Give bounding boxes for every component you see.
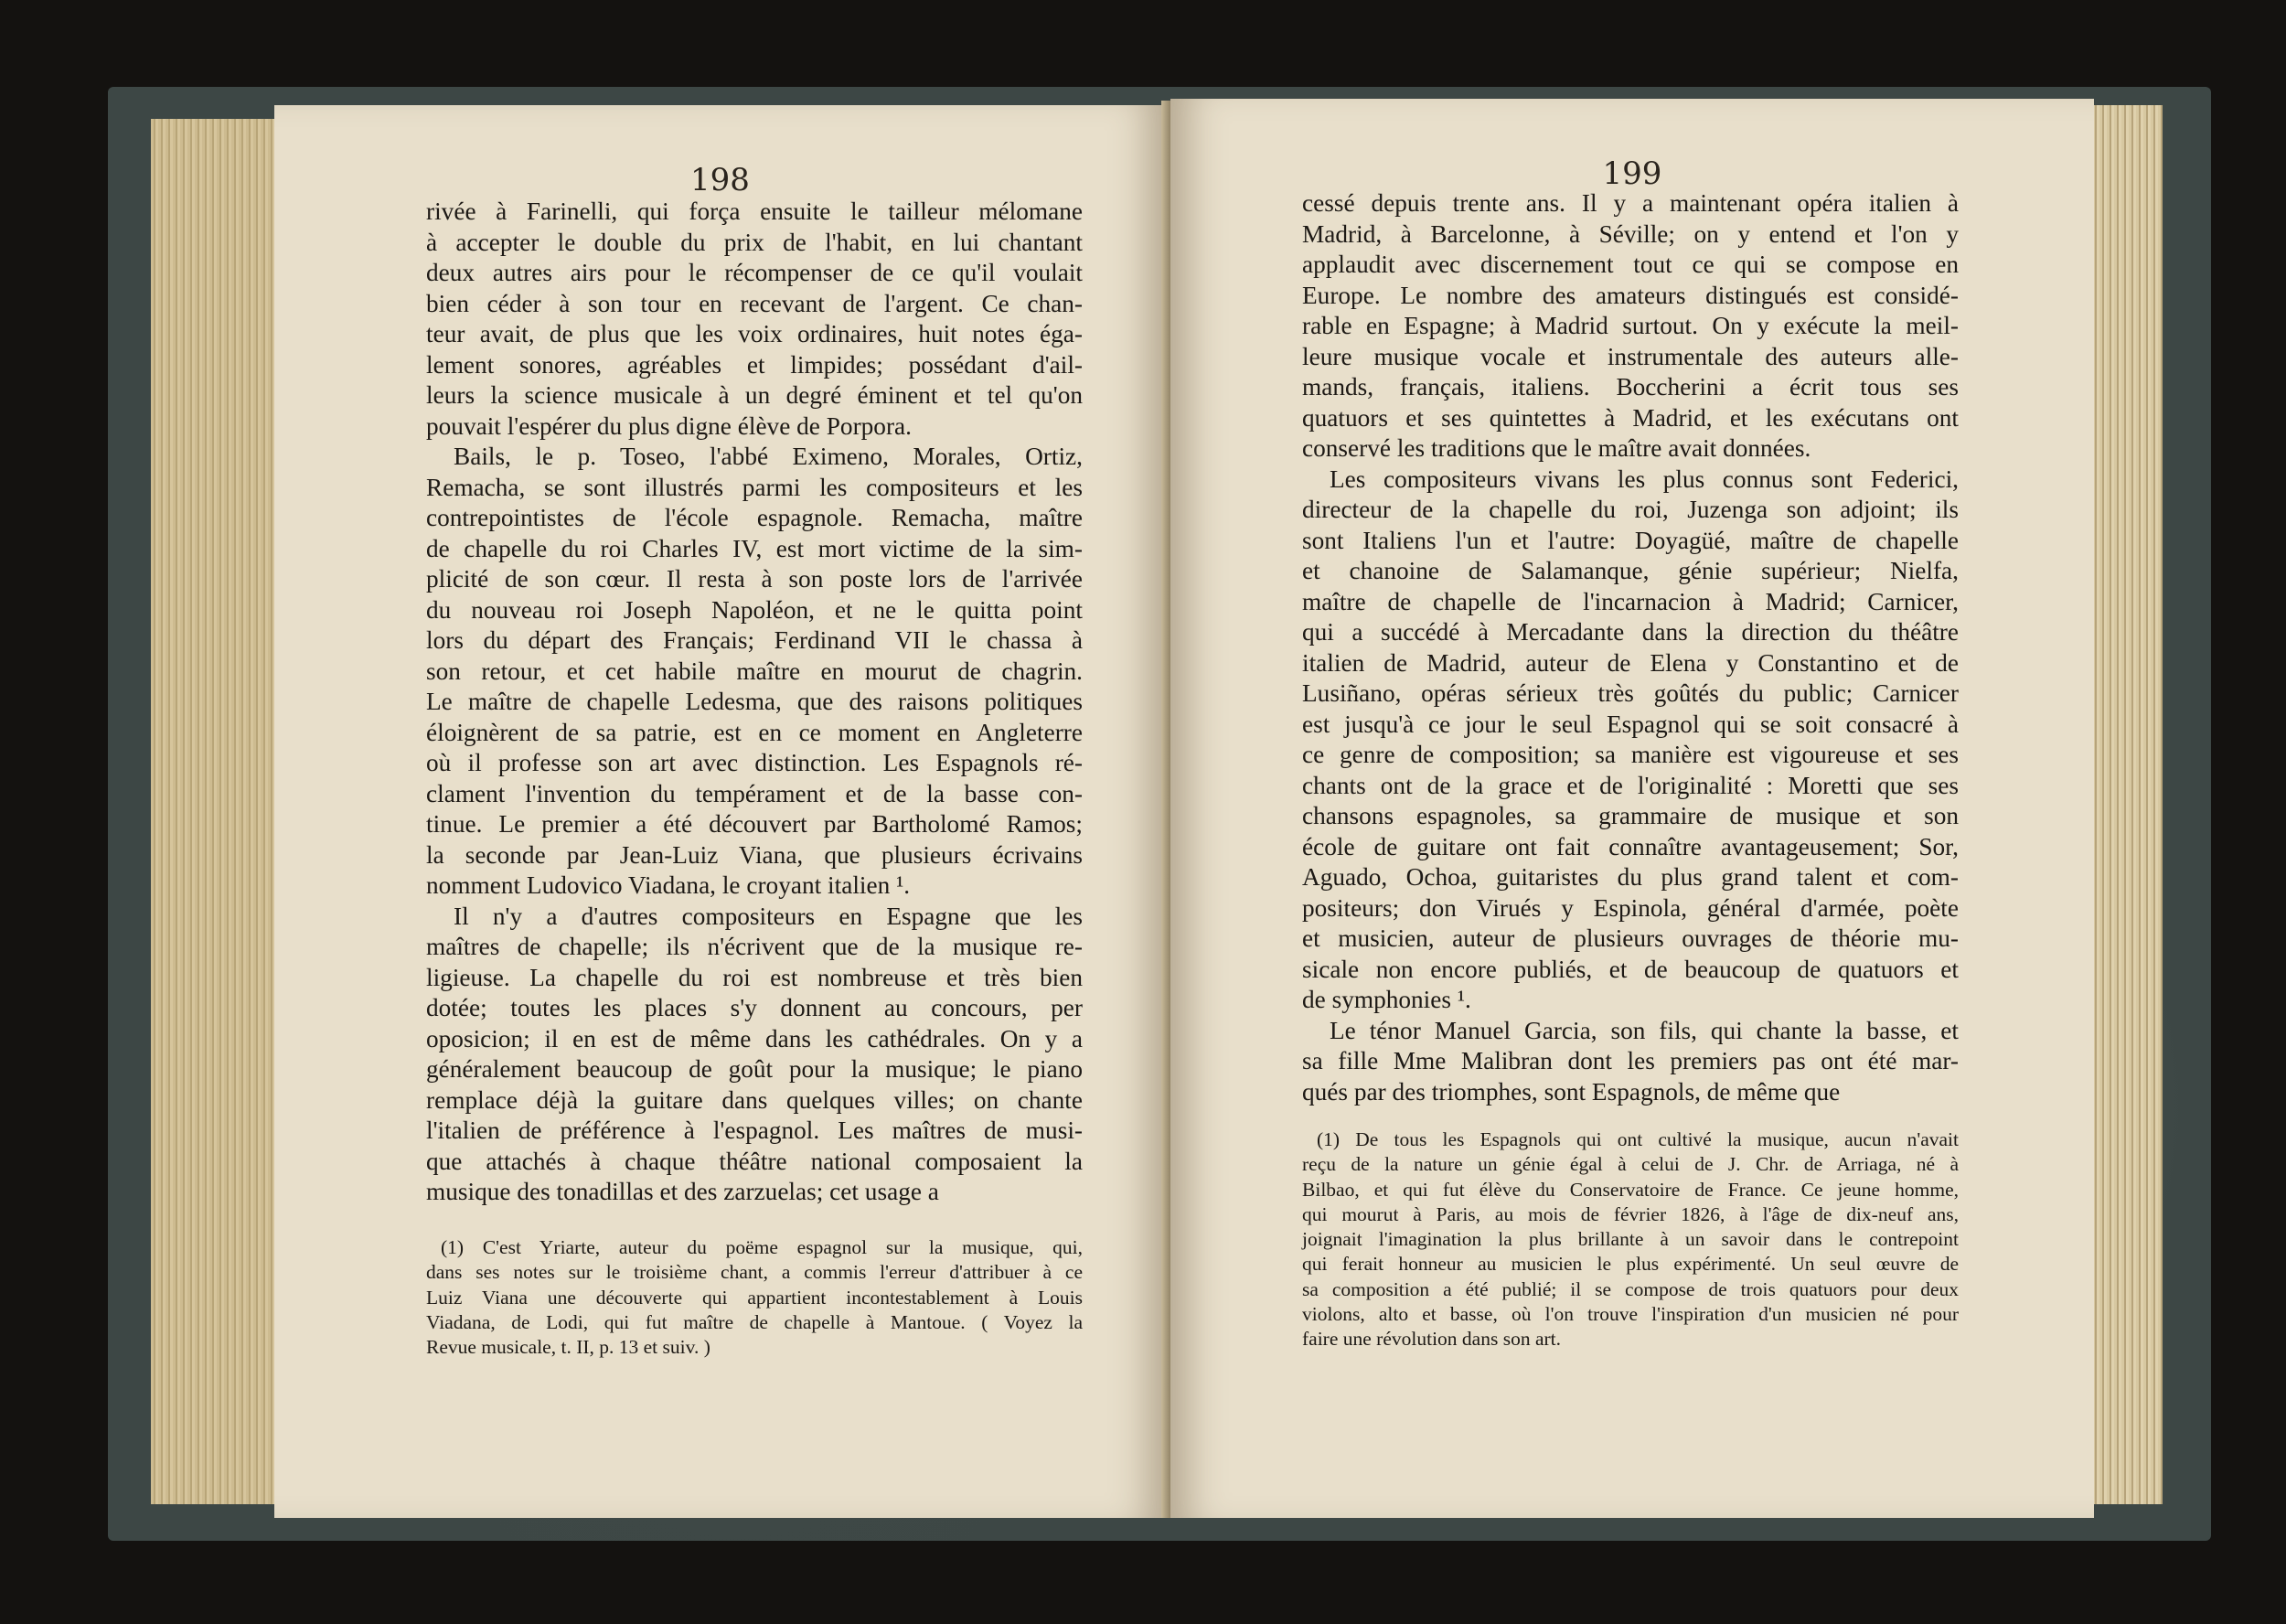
text-line: plicité de son cœur. Il resta à son poste lors de l'arrivée bbox=[426, 565, 1083, 593]
text-line: est jusqu'à ce jour le seul Espagnol qui se soit consacré à bbox=[1302, 710, 1959, 738]
body-text bbox=[426, 197, 1083, 1208]
text-line: école de guitare ont fait connaître avantageusement; Sor, bbox=[1302, 832, 1959, 860]
text-line: pouvait l'espérer du plus digne élève de Porpora. bbox=[426, 411, 912, 440]
left-page bbox=[274, 105, 1166, 1518]
text-line: du nouveau roi Joseph Napoléon, et ne le quitta point bbox=[426, 595, 1083, 624]
text-line: maître de chapelle de l'incarnacion à Madrid; Carnicer, bbox=[1302, 587, 1959, 615]
text-line: oposicion; il en est de même dans les cathédrales. On y a bbox=[426, 1024, 1083, 1052]
text-line: conservé les traditions que le maître avait données. bbox=[1302, 434, 1811, 462]
text-line: qui a succédé à Mercadante dans la direction du théâtre bbox=[1302, 618, 1959, 646]
text-line: Aguado, Ochoa, guitaristes du plus grand talent et com- bbox=[1302, 863, 1959, 891]
page-edges-right bbox=[2085, 105, 2163, 1504]
text-line: chansons espagnoles, sa grammaire de musique et son bbox=[1302, 802, 1959, 829]
text-line: deux autres airs pour le récompenser de ce qu'il voulait bbox=[426, 259, 1083, 286]
footnote-line: Revue musicale, t. II, p. 13 et suiv. ) bbox=[426, 1336, 710, 1359]
footnote-line: Bilbao, et qui fut élève du Conservatoire de France. Ce jeune homme, bbox=[1302, 1178, 1959, 1201]
page-edges-left bbox=[151, 119, 279, 1504]
footnote-line: reçu de la nature un génie égal à celui de J. Chr. de Arriaga, né à bbox=[1302, 1153, 1959, 1176]
text-line: mands, français, italiens. Boccherini a écrit tous ses bbox=[1302, 373, 1959, 401]
text-line: rable en Espagne; à Madrid surtout. On y exécute la meil- bbox=[1302, 312, 1959, 339]
text-line: à accepter le double du prix de l'habit, en lui chantant bbox=[426, 228, 1083, 256]
text-line: où il professe son art avec distinction. Les Espagnols ré- bbox=[426, 749, 1083, 776]
text-line: de chapelle du roi Charles IV, est mort victime de la sim- bbox=[426, 534, 1083, 562]
footnote-line: Luiz Viana une découverte qui appartient incontestablement à Louis bbox=[426, 1286, 1083, 1309]
text-line: Remacha, se sont illustrés parmi les compositeurs et les bbox=[426, 473, 1083, 501]
footnote-line: qui ferait honneur au musicien le plus expérimenté. Un seul œuvre de bbox=[1302, 1253, 1959, 1276]
text-line: quatuors et ses quintettes à Madrid, et les exécutans ont bbox=[1302, 403, 1959, 432]
text-line: généralement beaucoup de goût pour la musique; le piano bbox=[426, 1055, 1083, 1083]
text-line: cessé depuis trente ans. Il y a maintenant opéra italien à bbox=[1302, 189, 1959, 217]
text-line: de symphonies ¹. bbox=[1302, 986, 1471, 1013]
text-line: positeurs; don Virués y Espinola, général d'armée, poète bbox=[1302, 893, 1959, 922]
footnote-line: violons, alto et basse, où l'on trouve l'inspiration d'un musicien né pour bbox=[1302, 1303, 1959, 1326]
right-page bbox=[1170, 99, 2094, 1518]
footnote-line: qui mourut à Paris, au mois de février 1826, à l'âge de dix-neuf ans, bbox=[1302, 1202, 1959, 1225]
footnote-line: (1) C'est Yriarte, auteur du poëme espagnol sur la musique, qui, bbox=[441, 1236, 1083, 1258]
page-number: 198 bbox=[690, 162, 750, 198]
text-line: leure musique vocale et instrumentale des auteurs alle- bbox=[1302, 342, 1959, 370]
text-line: dotée; toutes les places s'y donnent au concours, per bbox=[426, 994, 1083, 1021]
text-line: maîtres de chapelle; ils n'écrivent que de la musique re- bbox=[426, 933, 1083, 960]
text-line: Europe. Le nombre des amateurs distingués est considé- bbox=[1302, 281, 1959, 309]
text-line: éloignèrent de sa patrie, est en ce moment en Angleterre bbox=[426, 718, 1083, 746]
footnote-line: Viadana, de Lodi, qui fut maître de chapelle à Mantoue. ( Voyez la bbox=[426, 1310, 1083, 1333]
footnote-line: dans ses notes sur le troisième chant, a commis l'erreur d'attribuer à ce bbox=[426, 1261, 1083, 1284]
text-line: Le ténor Manuel Garcia, son fils, qui chante la basse, et bbox=[1330, 1016, 1959, 1044]
text-line: lement sonores, agréables et limpides; possédant d'ail- bbox=[426, 350, 1083, 379]
text-line: Madrid, à Barcelonne, à Séville; on y entend et l'on y bbox=[1302, 219, 1959, 248]
text-line: clament l'invention du tempérament et de la basse con- bbox=[426, 779, 1083, 807]
text-line: la seconde par Jean-Luiz Viana, que plusieurs écrivains bbox=[426, 840, 1083, 869]
text-line: Il n'y a d'autres compositeurs en Espagne que les bbox=[454, 902, 1083, 930]
text-line: ce genre de composition; sa manière est vigoureuse et ses bbox=[1302, 741, 1959, 768]
text-line: Bails, le p. Toseo, l'abbé Eximeno, Morales, Ortiz, bbox=[454, 443, 1083, 470]
text-line: Le maître de chapelle Ledesma, que des raisons politiques bbox=[426, 688, 1083, 715]
text-line: teur avait, de plus que les voix ordinaires, huit notes éga- bbox=[426, 320, 1083, 347]
text-line: Les compositeurs vivans les plus connus sont Federici, bbox=[1330, 465, 1959, 493]
text-line: lors du départ des Français; Ferdinand VII le chassa à bbox=[426, 626, 1083, 654]
text-line: chants ont de la grace et de l'originalité : Moretti que ses bbox=[1302, 771, 1959, 799]
text-line: musique des tonadillas et des zarzuelas; cet usage a bbox=[426, 1178, 939, 1205]
body-text bbox=[1302, 188, 1959, 1107]
footnote-line: faire une révolution dans son art. bbox=[1302, 1328, 1561, 1351]
text-line: remplace déjà la guitare dans quelques villes; on chante bbox=[426, 1085, 1083, 1114]
text-line: Lusiñano, opéras sérieux très goûtés du public; Carnicer bbox=[1302, 679, 1959, 707]
text-line: que attachés à chaque théâtre national composaient la bbox=[426, 1147, 1083, 1175]
text-line: directeur de la chapelle du roi, Juzenga son adjoint; ils bbox=[1302, 496, 1959, 523]
text-line: leurs la science musicale à un degré éminent et tel qu'on bbox=[426, 381, 1083, 409]
footnote bbox=[1302, 1127, 1959, 1352]
footnote bbox=[426, 1235, 1083, 1360]
text-line: ligieuse. La chapelle du roi est nombreuse et très bien bbox=[426, 963, 1083, 991]
text-line: qués par des triomphes, sont Espagnols, de même que bbox=[1302, 1077, 1841, 1106]
text-line: applaudit avec discernement tout ce qui se compose en bbox=[1302, 251, 1959, 278]
footnote-line: joignait l'imagination la plus brillante à un savoir dans le contrepoint bbox=[1302, 1228, 1959, 1251]
text-line: sont Italiens l'un et l'autre: Doyagüé, maître de chapelle bbox=[1302, 526, 1959, 554]
text-line: bien céder à son tour en recevant de l'argent. Ce chan- bbox=[426, 289, 1083, 317]
text-line: nomment Ludovico Viadana, le croyant italien ¹. bbox=[426, 871, 911, 899]
footnote-line: (1) De tous les Espagnols qui ont cultivé la musique, aucun n'avait bbox=[1317, 1128, 1959, 1150]
page-number: 199 bbox=[1602, 155, 1662, 192]
text-line: sa fille Mme Malibran dont les premiers pas ont été mar- bbox=[1302, 1047, 1959, 1074]
text-line: l'italien de préférence à l'espagnol. Les maîtres de musi- bbox=[426, 1116, 1083, 1144]
text-line: rivée à Farinelli, qui força ensuite le tailleur mélomane bbox=[426, 198, 1083, 225]
text-line: contrepointistes de l'école espagnole. Remacha, maître bbox=[426, 504, 1083, 531]
text-line: sicale non encore publiés, et de beaucoup de quatuors et bbox=[1302, 955, 1959, 983]
footnote-line: sa composition a été publié; il se compose de trois quatuors pour deux bbox=[1302, 1277, 1959, 1300]
text-line: italien de Madrid, auteur de Elena y Constantino et de bbox=[1302, 648, 1959, 677]
text-line: et musicien, auteur de plusieurs ouvrages de théorie mu- bbox=[1302, 924, 1959, 952]
text-line: et chanoine de Salamanque, génie supérieur; Nielfa, bbox=[1302, 557, 1959, 584]
text-line: tinue. Le premier a été découvert par Bartholomé Ramos; bbox=[426, 810, 1083, 838]
text-line: son retour, et cet habile maître en mourut de chagrin. bbox=[426, 657, 1083, 685]
